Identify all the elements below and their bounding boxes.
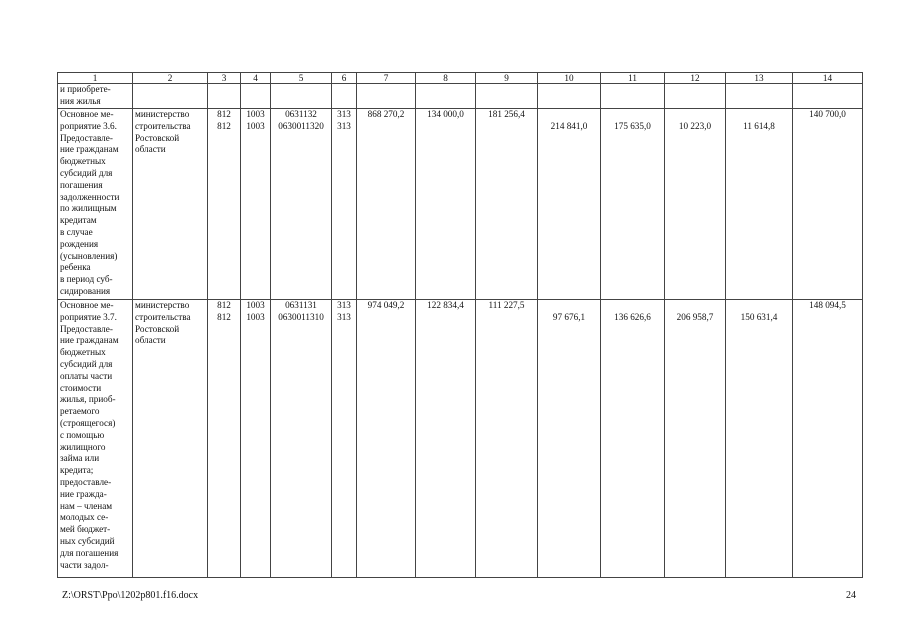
column-header: 8 — [416, 73, 476, 84]
amount-cell: 175 635,0 — [601, 109, 665, 300]
amount-cell: 974 049,2 — [357, 300, 416, 578]
column-header: 6 — [332, 73, 357, 84]
column-header: 13 — [726, 73, 793, 84]
amount-cell: 206 958,7 — [665, 300, 726, 578]
expense-type-cell: 313 313 — [332, 300, 357, 578]
column-header: 5 — [271, 73, 332, 84]
expense-type-cell: 313 313 — [332, 109, 357, 300]
amount-cell: 181 256,4 — [476, 109, 538, 300]
amount-cell: 10 223,0 — [665, 109, 726, 300]
column-header: 11 — [601, 73, 665, 84]
amount-cell: 868 270,2 — [357, 109, 416, 300]
amount-cell: 122 834,4 — [416, 300, 476, 578]
column-header: 4 — [241, 73, 271, 84]
column-header: 7 — [357, 73, 416, 84]
activity-description: Основное ме- роприятие 3.6. Предоставле- ние гражданам бюджетных субсидий для погашения задолженности по жилищным кредитам в случае рождения (усыновления) ребенка в период суб- сидирования — [58, 109, 133, 300]
section-code-cell: 1003 1003 — [241, 300, 271, 578]
column-header: 1 — [58, 73, 133, 84]
budget-table — [57, 72, 863, 578]
amount-cell: 140 700,0 — [793, 109, 863, 300]
column-header: 14 — [793, 73, 863, 84]
grbs-code-cell: 812 812 — [208, 109, 241, 300]
column-header: 2 — [133, 73, 208, 84]
executor-cell: министерство строительства Ростовской области — [133, 109, 208, 300]
amount-cell: 148 094,5 — [793, 300, 863, 578]
column-header: 3 — [208, 73, 241, 84]
amount-cell: 97 676,1 — [538, 300, 601, 578]
column-header: 9 — [476, 73, 538, 84]
executor-cell: министерство строительства Ростовской области — [133, 300, 208, 578]
column-header: 12 — [665, 73, 726, 84]
amount-cell: 134 000,0 — [416, 109, 476, 300]
amount-cell: 136 626,6 — [601, 300, 665, 578]
grbs-code-cell: 812 812 — [208, 300, 241, 578]
amount-cell: 11 614,8 — [726, 109, 793, 300]
footer-file-path: Z:\ORST\Ppo\1202p801.f16.docx — [62, 590, 199, 601]
table-row — [58, 109, 863, 300]
page-number: 24 — [846, 590, 856, 601]
table-row — [58, 300, 863, 578]
target-code-cell: 0631131 0630011310 — [271, 300, 332, 578]
amount-cell: 214 841,0 — [538, 109, 601, 300]
activity-description: Основное ме- роприятие 3.7. Предоставле- ние гражданам бюджетных субсидий для оплаты части стоимости жилья, приоб- ретаемого (строящегося) с помощью жилищного займа или кредита; предоставле- ние гражда- нам – членам молодых се- мей бюджет- ных субсидий для погашения части задол- — [58, 300, 133, 578]
column-header: 10 — [538, 73, 601, 84]
amount-cell: 111 227,5 — [476, 300, 538, 578]
target-code-cell: 0631132 0630011320 — [271, 109, 332, 300]
section-code-cell: 1003 1003 — [241, 109, 271, 300]
table-row — [58, 84, 863, 109]
column-number-row — [58, 73, 863, 84]
amount-cell: 150 631,4 — [726, 300, 793, 578]
activity-description: и приобрете- ния жилья — [58, 84, 133, 109]
